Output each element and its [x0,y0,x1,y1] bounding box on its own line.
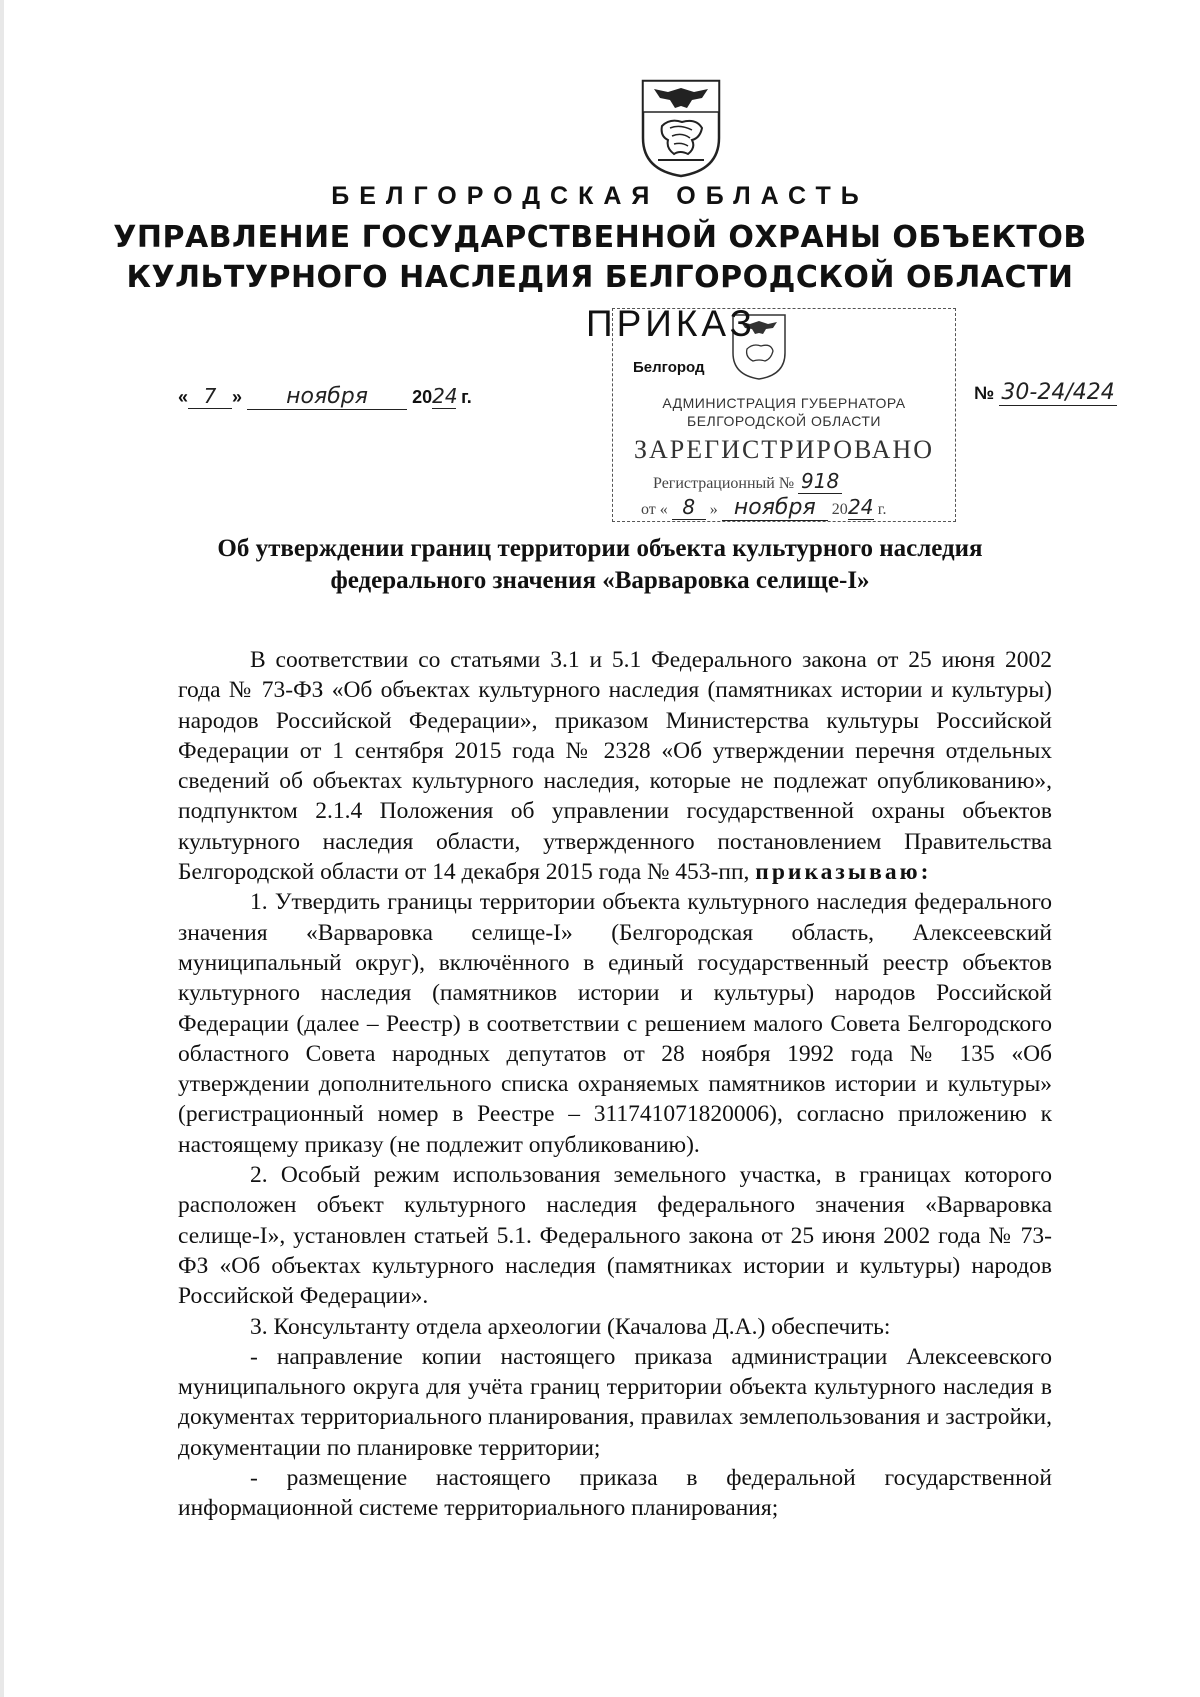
order-number-prefix: № [974,383,995,403]
order-year-prefix: 20 [412,387,433,407]
stamp-reg-number: 918 [798,469,842,494]
stamp-city: Белгород [633,359,705,376]
stamp-admin-line2: БЕЛГОРОДСКОЙ ОБЛАСТИ [687,413,881,429]
stamp-day: 8 [672,495,706,520]
order-month: ноября [247,384,407,410]
preamble-paragraph [178,645,1052,887]
department-name-line1: УПРАВЛЕНИЕ ГОСУДАРСТВЕННОЙ ОХРАНЫ ОБЪЕКТОВ [113,220,1087,255]
date-open-quote: « [178,387,189,407]
order-word: приказываю: [755,859,932,886]
document-title-line1: Об утверждении границ территории объекта культурного наследия [217,535,983,562]
document-title [120,533,1080,597]
stamp-reg-date-row [641,495,887,521]
document-title-line2: федерального значения «Варваровка селище-I» [330,567,870,594]
order-year-suffix: 24 [432,384,458,408]
order-number [974,380,1117,406]
preamble-text: В соответствии со статьями 3.1 и 5.1 Федерального закона от 25 июня 2002 года № 73-ФЗ «Об объектах культурного наследия (памятниках истории и культуры) народов Российской Федерации», приказом Министерства культуры Российской Федерации от 1 сентября 2015 года № 2328 «Об утверждении перечня отдельных сведений об объектах культурного наследия, которые не подлежат опубликованию», подпунктом 2.1.4 Положения об управлении государственной охраны объектов культурного наследия области, утвержденного постановлением Правительства Белгородской области от 14 декабря 2015 года № 453-пп, [178,647,1052,886]
region-name: БЕЛГОРОДСКАЯ ОБЛАСТЬ [331,182,869,210]
stamp-registered: ЗАРЕГИСТРИРОВАНО [634,435,934,464]
order-number-value: 30-24/424 [999,380,1117,406]
stamp-reg-number-row [653,469,842,494]
stamp-date-prefix: от « [641,501,668,518]
order-day: 7 [188,384,232,409]
department-name-line2: КУЛЬТУРНОГО НАСЛЕДИЯ БЕЛГОРОДСКОЙ ОБЛАСТИ [126,260,1074,295]
date-close-quote: » [232,387,243,407]
clause-3-item-b: - размещение настоящего приказа в федеральной государственной информационной системе территориального планирования; [178,1465,1052,1522]
stamp-admin-line1: АДМИНИСТРАЦИЯ ГУБЕРНАТОРА [662,395,906,411]
stamp-close-quote: » [709,501,718,518]
clause-2: 2. Особый режим использования земельного участка, в границах которого расположен объект культурного наследия федерального значения «Варваровка селище-I», установлен статьей 5.1. Федерального закона от 25 июня 2002 года № 73-ФЗ «Об объектах культурного наследия (памятниках истории и культуры) народов Российской Федерации». [178,1162,1052,1310]
stamp-year-mark: г. [877,501,887,518]
order-date [178,384,472,410]
stamp-year-prefix: 20 [831,501,848,518]
coat-of-arms-emblem [640,78,722,178]
clause-3-item-a: - направление копии настоящего приказа администрации Алексеевского муниципального округа для учёта границ территории объекта культурного наследия в документах территориального планирования, правилах землепользования и застройки, документации по планировке территории; [178,1343,1052,1461]
document-body [178,645,1052,1524]
order-year-mark: г. [461,387,472,407]
clause-3: 3. Консультанту отдела археологии (Качалова Д.А.) обеспечить: [250,1313,891,1340]
stamp-year-suffix: 24 [848,495,874,519]
stamp-reg-label: Регистрационный № [653,475,795,492]
document-type: ПРИКАЗ [586,303,757,344]
stamp-month: ноября [722,495,828,521]
clause-1: 1. Утвердить границы территории объекта культурного наследия федерального значения «Варваровка селище-I» (Белгородская область, Алексеевский муниципальный округ), включённого в единый государственный реестр объектов культурного наследия (памятников истории и культуры) народов Российской Федерации (далее – Реестр) в соответствии с решением малого Совета Белгородского областного Совета народных депутатов от 28 ноября 1992 года № 135 «Об утверждении дополнительного списка охраняемых памятников истории и культуры» (регистрационный номер в Реестре – 311741071820006), согласно приложению к настоящему приказу (не подлежит опубликованию). [178,889,1052,1158]
